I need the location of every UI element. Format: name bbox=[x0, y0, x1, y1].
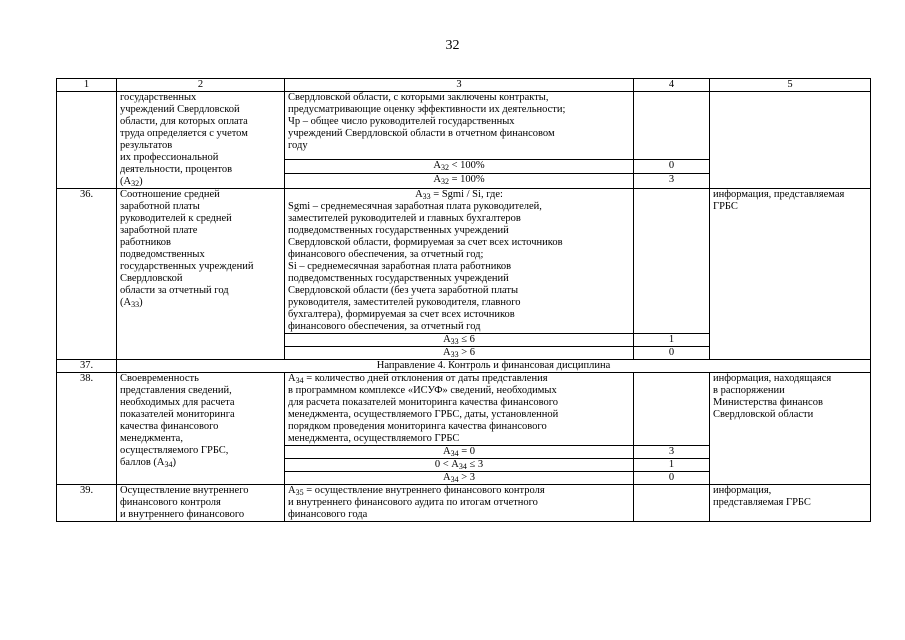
indicator-name-cell bbox=[117, 92, 285, 189]
text-line: бухгалтера), формируемая за счет всех источников bbox=[288, 309, 515, 320]
text-line: менеджмента, bbox=[120, 433, 183, 444]
criteria-table bbox=[56, 78, 871, 522]
text-line: менеджмента, осуществляемого ГРБС, даты, установленной bbox=[288, 409, 559, 420]
text-line: учреждений Свердловской bbox=[120, 104, 240, 115]
condition-cell: $А_{33} > 6$ bbox=[285, 347, 634, 360]
text-line: баллов $(А_{34})$ bbox=[120, 457, 176, 469]
condition-cell: $А_{34} = 0$ bbox=[285, 446, 634, 459]
formula-description-cell bbox=[285, 189, 634, 334]
condition-cell: $А_{32} = 100\%$ bbox=[285, 174, 634, 189]
source-cell bbox=[710, 373, 871, 485]
text-line: области за отчетный год bbox=[120, 285, 229, 296]
text-line: информация, bbox=[713, 485, 772, 496]
formula-description-cell bbox=[285, 373, 634, 446]
text-line: финансового обеспечения, за отчетный год bbox=[288, 321, 481, 332]
table-row-38 bbox=[57, 373, 871, 446]
row-number-cell: 38. bbox=[57, 373, 117, 485]
condition-cell: $А_{34} > 3$ bbox=[285, 472, 634, 485]
score-cell: 0 bbox=[634, 160, 710, 174]
section-heading-cell: Направление 4. Контроль и финансовая дисциплина bbox=[117, 360, 871, 373]
text-line: $А_{34}$ = количество дней отклонения от даты представления bbox=[288, 373, 548, 385]
score-cell: 0 bbox=[634, 347, 710, 360]
condition-cell: $А_{33} \le 6$ bbox=[285, 334, 634, 347]
text-line: информация, находящаяся bbox=[713, 373, 832, 384]
text-line: их профессиональной bbox=[120, 152, 219, 163]
text-line: порядком проведения мониторинга качества финансового bbox=[288, 421, 547, 432]
row-number-cell bbox=[57, 92, 117, 189]
text-line: Министерства финансов bbox=[713, 397, 823, 408]
text-line: государственных bbox=[120, 92, 197, 103]
text-line: необходимых для расчета bbox=[120, 397, 235, 408]
text-line: финансового обеспечения, за отчетный год; bbox=[288, 249, 484, 260]
text-line: Si – среднемесячная заработная плата работников bbox=[288, 261, 512, 272]
text-line: работников bbox=[120, 237, 171, 248]
column-header-5: 5 bbox=[710, 79, 871, 92]
score-cell: 1 bbox=[634, 459, 710, 472]
text-line: руководителя, заместителей руководителя, главного bbox=[288, 297, 521, 308]
text-line: году bbox=[288, 140, 308, 151]
text-line: представления сведений, bbox=[120, 385, 232, 396]
text-line: осуществляемого ГРБС, bbox=[120, 445, 229, 456]
text-line: представляемая ГРБС bbox=[713, 497, 811, 508]
text-line: $(А_{32})$ bbox=[120, 176, 143, 188]
text-line: Осуществление внутреннего bbox=[120, 485, 249, 496]
table-row-36 bbox=[57, 189, 871, 334]
score-cell: 0 bbox=[634, 472, 710, 485]
column-header-row bbox=[57, 79, 871, 92]
text-line: Sgmi – среднемесячная заработная плата руководителей, bbox=[288, 201, 542, 212]
text-line: финансового года bbox=[288, 509, 368, 520]
column-header-4: 4 bbox=[634, 79, 710, 92]
text-line: $(А_{33})$ bbox=[120, 297, 143, 309]
indicator-name-cell bbox=[117, 485, 285, 522]
text-line: Чр – общее число руководителей государственных bbox=[288, 116, 515, 127]
formula-description-cell bbox=[285, 485, 634, 522]
score-cell: 1 bbox=[634, 334, 710, 347]
text-line: финансового контроля bbox=[120, 497, 221, 508]
text-line: подведомственных государственных учреждений bbox=[288, 273, 509, 284]
score-cell bbox=[634, 373, 710, 446]
table-row-37 bbox=[57, 360, 871, 373]
text-line: Соотношение средней bbox=[120, 189, 220, 200]
text-line: менеджмента, осуществляемого ГРБС bbox=[288, 433, 460, 444]
text-line: для расчета показателей мониторинга качества финансового bbox=[288, 397, 559, 408]
score-cell bbox=[634, 485, 710, 522]
score-cell: 3 bbox=[634, 174, 710, 189]
column-header-2: 2 bbox=[117, 79, 285, 92]
text-line: и внутреннего финансового bbox=[120, 509, 245, 520]
text-line: подведомственных bbox=[120, 249, 205, 260]
text-line: деятельности, процентов bbox=[120, 164, 233, 175]
text-line: в программном комплексе «ИСУФ» сведений, необходимых bbox=[288, 385, 557, 396]
column-header-1: 1 bbox=[57, 79, 117, 92]
text-line: подведомственных государственных учреждений bbox=[288, 225, 509, 236]
text-line: Свердловской области bbox=[713, 409, 814, 420]
text-line: качества финансового bbox=[120, 421, 219, 432]
text-line: заработной плате bbox=[120, 225, 198, 236]
score-cell bbox=[634, 189, 710, 334]
page-number: 32 bbox=[445, 38, 460, 53]
indicator-name-cell bbox=[117, 189, 285, 360]
score-cell: 3 bbox=[634, 446, 710, 459]
text-line: и внутреннего финансового аудита по итогам отчетного bbox=[288, 497, 538, 508]
text-line: заместителей руководителей и главных бухгалтеров bbox=[288, 213, 521, 224]
text-line: Свердловской области, с которыми заключены контракты, bbox=[288, 92, 549, 103]
text-line: руководителей к средней bbox=[120, 213, 232, 224]
text-line: $А_{35}$ = осуществление внутреннего финансового контроля bbox=[288, 485, 545, 497]
condition-cell: $А_{32} < 100\%$ bbox=[285, 160, 634, 174]
condition-cell: $0 < А_{34} \le 3$ bbox=[285, 459, 634, 472]
text-line: показателей мониторинга bbox=[120, 409, 235, 420]
table-row-39 bbox=[57, 485, 871, 522]
text-line: труда определяется с учетом bbox=[120, 128, 248, 139]
text-line: государственных учреждений Свердловской bbox=[120, 261, 254, 284]
text-line: Своевременность bbox=[120, 373, 199, 384]
source-cell bbox=[710, 92, 871, 189]
text-line: результатов bbox=[120, 140, 173, 151]
formula-description-cell bbox=[285, 92, 634, 160]
row-number-cell: 39. bbox=[57, 485, 117, 522]
text-line: предусматривающие оценку эффективности их деятельности; bbox=[288, 104, 566, 115]
text-line: заработной платы bbox=[120, 201, 200, 212]
score-cell bbox=[634, 92, 710, 160]
text-line: области, для которых оплата bbox=[120, 116, 248, 127]
row-number-cell: 37. bbox=[57, 360, 117, 373]
row-number-cell: 36. bbox=[57, 189, 117, 360]
text-line: Свердловской области, формируемая за счет всех источников bbox=[288, 237, 563, 248]
text-line: Свердловской области (без учета заработной платы bbox=[288, 285, 519, 296]
table-row-continued bbox=[57, 92, 871, 160]
column-header-3: 3 bbox=[285, 79, 634, 92]
text-line: учреждений Свердловской области в отчетном финансовом bbox=[288, 128, 555, 139]
indicator-name-cell bbox=[117, 373, 285, 485]
formula-line: $А_{33}$ = Sgmi / Si, где: bbox=[415, 189, 503, 201]
source-cell: информация, представляемая ГРБС bbox=[710, 189, 871, 360]
text-line: в распоряжении bbox=[713, 385, 785, 396]
source-cell bbox=[710, 485, 871, 522]
